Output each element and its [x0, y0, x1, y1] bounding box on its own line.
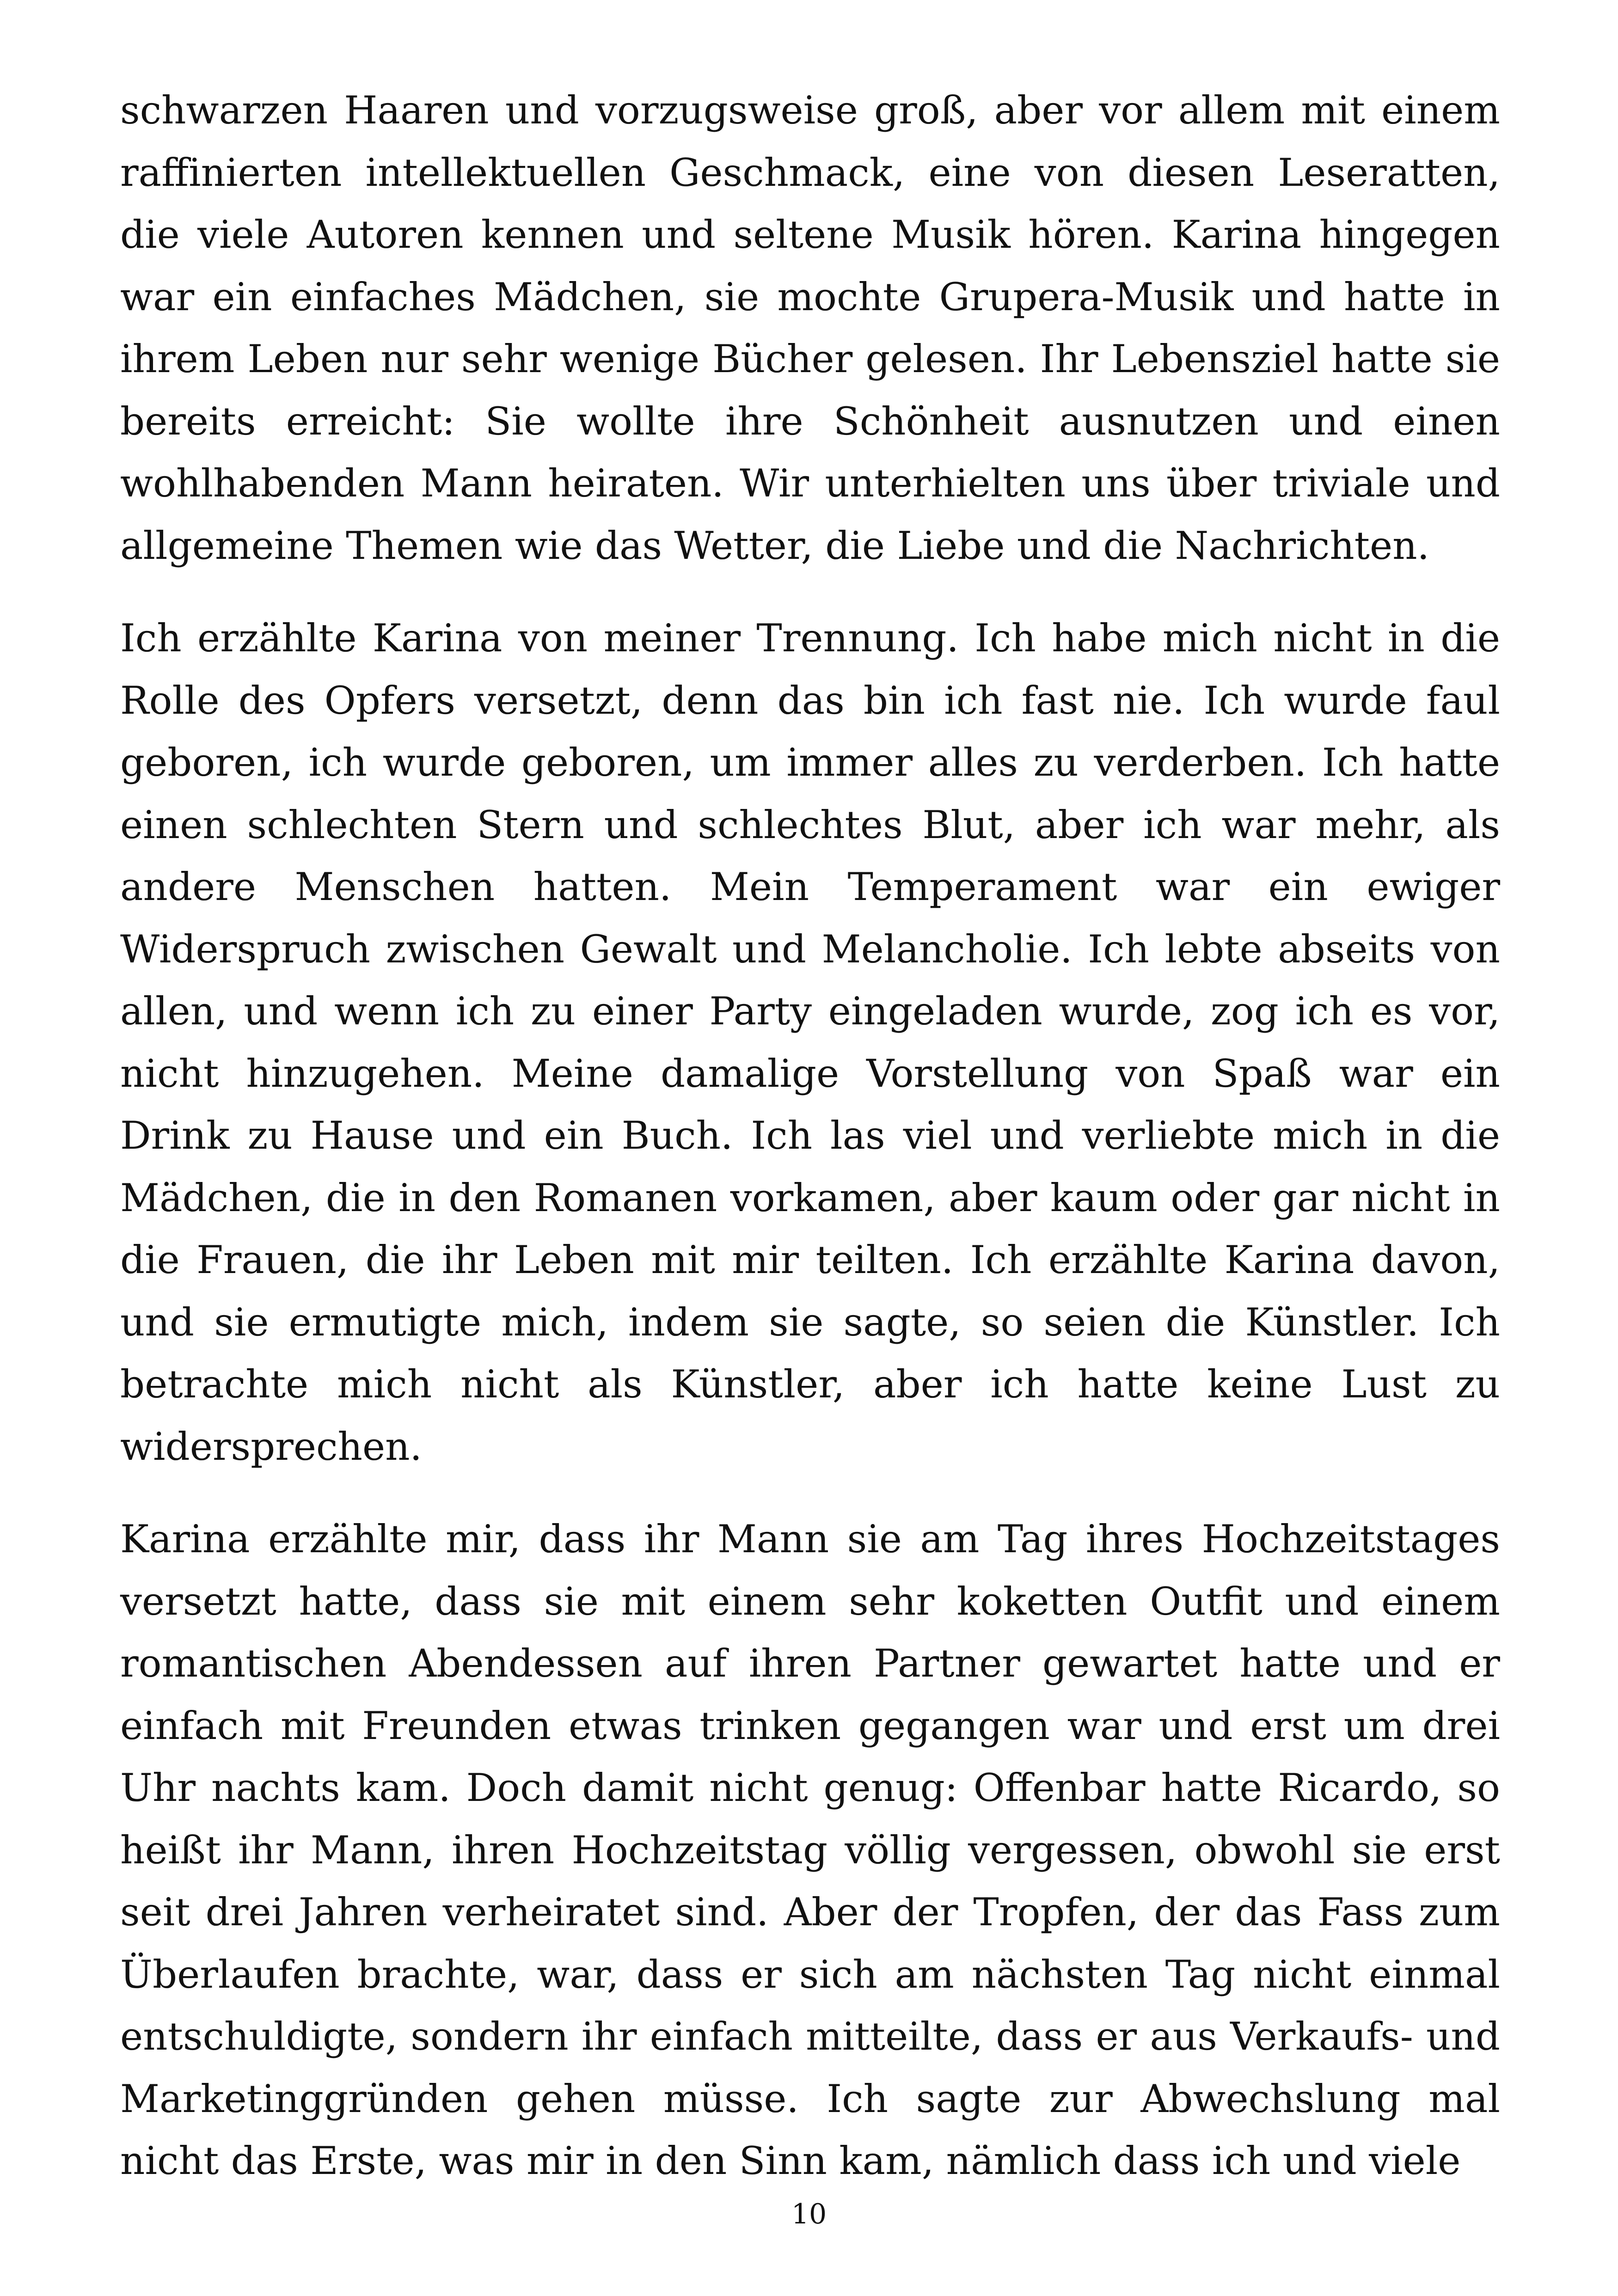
body-text [120, 80, 1500, 2192]
paragraph-2: Ich erzählte Karina von meiner Trennung. Ich habe mich nicht in die Rolle des Opfers versetzt, denn das bin ich fast nie. Ich wurde faul geboren, ich wurde geboren, um immer alles zu verderben. Ich hatte einen schlechten Stern und schlechtes Blut, aber ich war mehr, als andere Menschen hatten. Mein Temperament war ein ewiger Widerspruch zwischen Gewalt und Melancholie. Ich lebte abseits von allen, und wenn ich zu einer Party eingeladen wurde, zog ich es vor, nicht hinzugehen. Meine damalige Vorstellung von Spaß war ein Drink zu Hause und ein Buch. Ich las viel und verliebte mich in die Mädchen, die in den Romanen vorkamen, aber kaum oder gar nicht in die Frauen, die ihr Leben mit mir teilten. Ich erzählte Karina davon, und sie ermutigte mich, indem sie sagte, so seien die Künstler. Ich betrachte mich nicht als Künstler, aber ich hatte keine Lust zu widersprechen. [120, 616, 1500, 1469]
paragraph-1: schwarzen Haaren und vorzugsweise groß, aber vor allem mit einem raffinierten intellektuellen Geschmack, eine von diesen Leseratten, die viele Autoren kennen und seltene Musik hören. Karina hingegen war ein einfaches Mädchen, sie mochte Grupera-Musik und hatte in ihrem Leben nur sehr wenige Bücher gelesen. Ihr Lebensziel hatte sie bereits erreicht: Sie wollte ihre Schönheit ausnutzen und einen wohlhabenden Mann heiraten. Wir unterhielten uns über triviale und allgemeine Themen wie das Wetter, die Liebe und die Nachrichten. [120, 88, 1500, 568]
page-number: 10 [791, 2198, 827, 2230]
paragraph-3: Karina erzählte mir, dass ihr Mann sie am Tag ihres Hochzeitstages versetzt hatte, dass sie mit einem sehr koketten Outfit und einem romantischen Abendessen auf ihren Partner gewartet hatte und er einfach mit Freunden etwas trinken gegangen war und erst um drei Uhr nachts kam. Doch damit nicht genug: Offenbar hatte Ricardo, so heißt ihr Mann, ihren Hochzeitstag völlig vergessen, obwohl sie erst seit drei Jahren verheiratet sind. Aber der Tropfen, der das Fass zum Überlaufen brachte, war, dass er sich am nächsten Tag nicht einmal entschuldigte, sondern ihr einfach mitteilte, dass er aus Verkaufs- und Marketinggründen gehen müsse. Ich sagte zur Abwechslung mal nicht das Erste, was mir in den Sinn kam, nämlich dass ich und viele [120, 1517, 1500, 2183]
